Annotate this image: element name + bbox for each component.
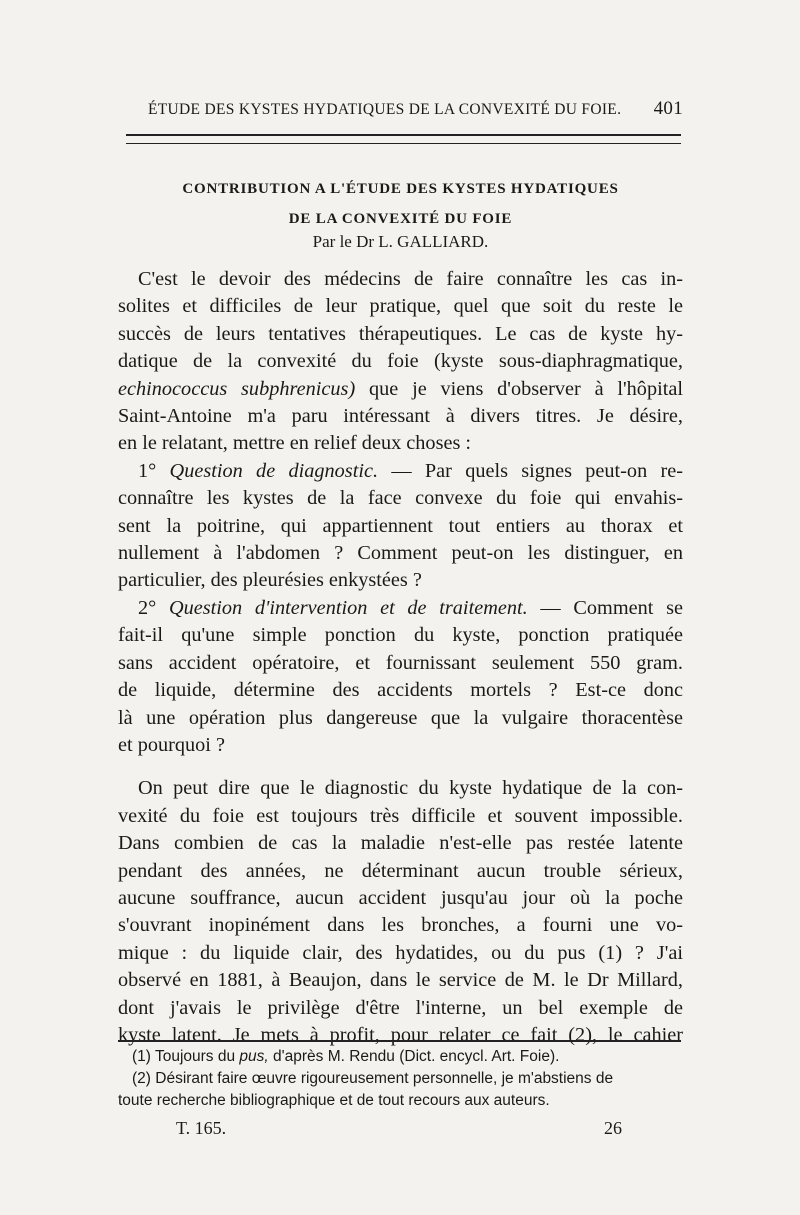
footnote-text: (1) Toujours du (132, 1048, 236, 1065)
paragraph-gap (118, 759, 683, 775)
body-line: là une opération plus dangereuse que la vulgaire thoracentèse (118, 706, 683, 729)
body-line: de liquide, détermine des accidents mortels ? Est-ce donc (118, 679, 683, 702)
article-byline: Par le Dr L. GALLIARD. (312, 232, 489, 251)
body-line: pendant des années, ne déterminant aucun trouble sérieux, (118, 859, 683, 882)
body-line: datique de la convexité du foie (kyste sous-diaphragmatique, (118, 350, 683, 373)
body-line: en le relatant, mettre en relief deux choses : (118, 432, 472, 455)
body-line: sent la poitrine, qui appartiennent tout entiers au thorax et (118, 514, 683, 537)
article-title-line-1: CONTRIBUTION A L'ÉTUDE DES KYSTES HYDATIQUES (182, 181, 619, 197)
body-line: C'est le devoir des médecins de faire connaître les cas in- (138, 268, 683, 290)
body-line-mixed (118, 595, 683, 622)
body-line: Dans combien de cas la maladie n'est-elle pas restée latente (118, 832, 683, 855)
body-fragment: — Comment se (540, 596, 683, 619)
body-line: kyste latent. Je mets à profit, pour relater ce fait (2), le cahier (118, 1023, 683, 1046)
section-heading-italic: Question d'intervention et de traitement. (168, 596, 528, 619)
body-line: fait-il qu'une simple ponction du kyste, ponction pratiquée (118, 624, 683, 647)
footnote-italic: pus, (239, 1048, 269, 1065)
footnote-text: d'après M. Rendu (Dict. encycl. Art. Foie). (273, 1048, 560, 1065)
volume-label: T. 165. (176, 1118, 227, 1138)
body-line: sans accident opératoire, et fournissant seulement 550 gram. (118, 651, 683, 674)
body-line: succès de leurs tentatives thérapeutiques. Le cas de kyste hy- (118, 322, 683, 345)
article-title (118, 174, 683, 234)
article-body (118, 266, 683, 1049)
body-line: observé en 1881, à Beaujon, dans le service de M. le Dr Millard, (118, 969, 683, 992)
signature-mark: 26 (604, 1118, 622, 1138)
body-line: vexité du foie est toujours très difficile et souvent impossible. (118, 804, 683, 827)
footnote-rule (118, 1040, 681, 1042)
section-heading-italic: Question de diagnostic. (169, 459, 379, 482)
page-footer (176, 1118, 622, 1139)
body-line: dont j'avais le privilège d'être l'interne, un bel exemple de (118, 996, 683, 1019)
list-number: 2° (138, 596, 157, 619)
running-title: ÉTUDE DES KYSTES HYDATIQUES DE LA CONVEXITÉ DU FOIE. (148, 101, 622, 118)
body-line: connaître les kystes de la face convexe du foie qui envahis- (118, 487, 683, 510)
footnote-2-continued: toute recherche bibliographique et de tout recours aux auteurs. (118, 1092, 550, 1109)
body-line: particulier, des pleurésies enkystées ? (118, 569, 422, 592)
list-number: 1° (138, 459, 157, 482)
body-fragment: — Par quels signes peut-on re- (391, 459, 683, 482)
body-line: mique : du liquide clair, des hydatides, ou du pus (1) ? J'ai (118, 941, 683, 964)
running-header (148, 98, 683, 120)
body-line: Saint-Antoine m'a paru intéressant à divers titres. Je désire, (118, 405, 683, 428)
body-line: s'ouvrant inopinément dans les bronches, a fourni une vo- (118, 914, 683, 937)
body-line: nullement à l'abdomen ? Comment peut-on les distinguer, en (118, 542, 683, 565)
latin-term: echinococcus subphrenicus) (118, 377, 356, 400)
footnote-2: (2) Désirant faire œuvre rigoureusement personnelle, je m'abstiens de (132, 1070, 614, 1087)
body-line: aucune souffrance, aucun accident jusqu'au jour où la poche (118, 886, 683, 909)
footnotes (118, 1046, 683, 1112)
body-line-mixed (118, 376, 683, 403)
article-title-line-2: DE LA CONVEXITÉ DU FOIE (288, 211, 513, 227)
footnote-1 (118, 1046, 683, 1068)
body-line-mixed (118, 458, 683, 485)
body-fragment: que je viens d'observer à l'hôpital (369, 377, 683, 400)
body-line: On peut dire que le diagnostic du kyste hydatique de la con- (138, 777, 683, 800)
header-double-rule (126, 134, 681, 144)
page-number: 401 (653, 98, 683, 119)
body-line: solites et difficiles de leur pratique, quel que soit du reste le (118, 295, 683, 318)
body-line: et pourquoi ? (118, 733, 226, 756)
